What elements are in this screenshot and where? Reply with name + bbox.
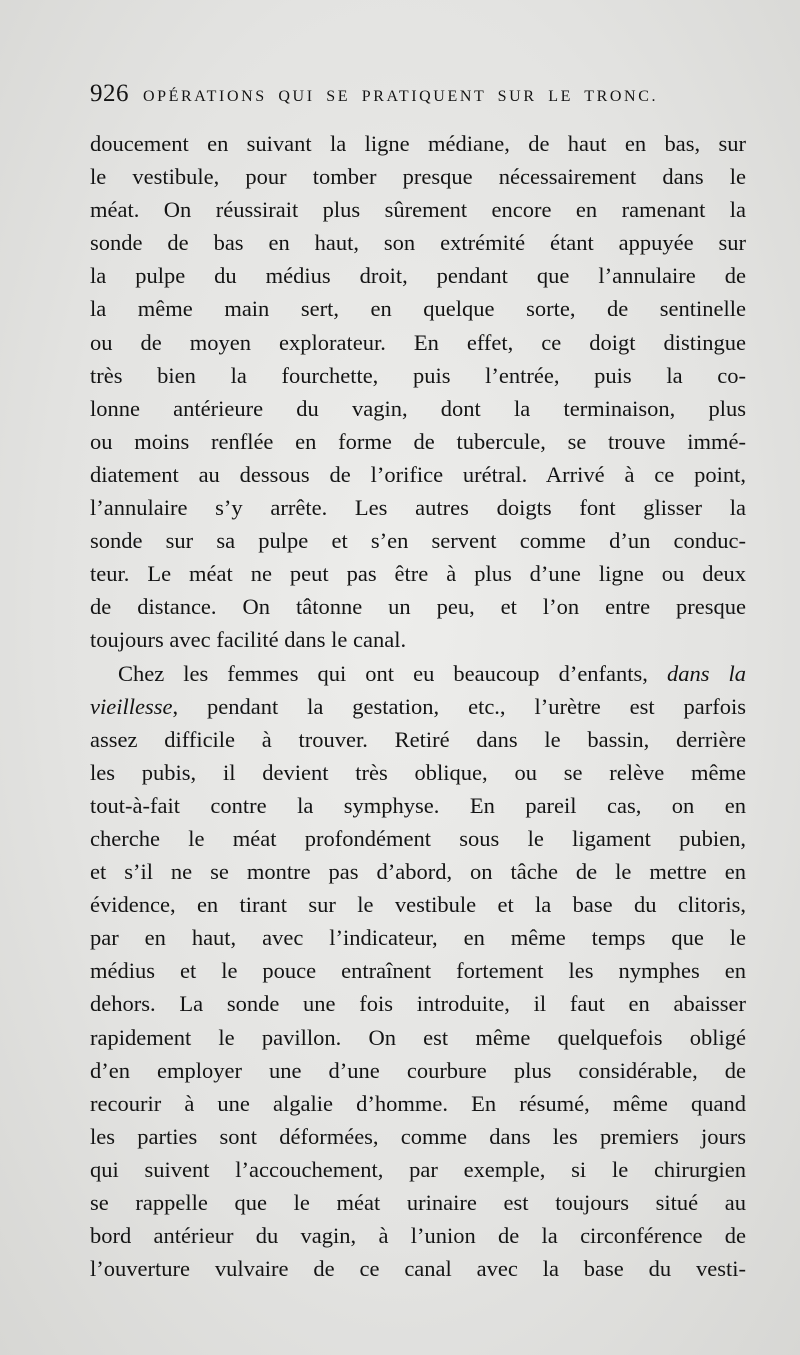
text-line: assez difficile à trouver. Retiré dans le bassin, derrière [90,726,746,752]
text-line: lonne antérieure du vagin, dont la terminaison, plus [90,395,746,421]
italic-text: vieillesse [90,693,173,719]
text-line: la pulpe du médius droit, pendant que l’annulaire de [90,263,746,289]
text-line: se rappelle que le méat urinaire est toujours situé au [90,1190,746,1215]
text-line: médius et le pouce entraînent fortement les nymphes en [90,958,746,984]
text-line: l’annulaire s’y arrête. Les autres doigts font glisser la [90,495,746,521]
paragraph-start-line [90,657,746,690]
running-head [90,80,745,116]
text-line: très bien la fourchette, puis l’entrée, puis la co- [90,362,746,388]
text-line: et s’il ne se montre pas d’abord, on tâche de le mettre en [90,859,746,885]
text-line: rapidement le pavillon. On est même quelquefois obligé [90,1024,746,1050]
page-number: 926 [90,80,129,107]
text-line: ou de moyen explorateur. En effet, ce doigt distingue [90,329,746,355]
paragraph-end-line: toujours avec facilité dans le canal. [90,627,407,653]
text-line: bord antérieur du vagin, à l’union de la circonférence de [90,1223,746,1249]
text-line: tout-à-fait contre la symphyse. En pareil cas, on en [90,792,746,818]
text-line: par en haut, avec l’indicateur, en même temps que le [90,925,746,951]
text-line: teur. Le méat ne peut pas être à plus d’une ligne ou deux [90,561,746,587]
text-line: la même main sert, en quelque sorte, de sentinelle [90,296,746,322]
italic-text: dans la [666,660,746,686]
text-line: cherche le méat profondément sous le ligament pubien, [90,825,746,851]
text-line: dehors. La sonde une fois introduite, il faut en abaisser [90,991,746,1017]
text-line: recourir à une algalie d’homme. En résumé, même quand [90,1090,746,1116]
text-line: sonde de bas en haut, son extrémité étant appuyée sur [90,230,746,256]
text-line: méat. On réussirait plus sûrement encore en ramenant la [90,197,746,223]
text-line: les pubis, il devient très oblique, ou se relève même [90,759,746,785]
text-line: doucement en suivant la ligne médiane, de haut en bas, sur [90,131,746,156]
text-line: le vestibule, pour tomber presque nécessairement dans le [90,164,746,190]
text-line: sonde sur sa pulpe et s’en servent comme d’un conduc- [90,528,746,554]
line-text: , pendant la gestation, etc., l’urètre est parfois [172,693,746,719]
running-title: OPÉRATIONS QUI SE PRATIQUENT SUR LE TRONC. [143,88,659,105]
text-line: ou moins renflée en forme de tubercule, se trouve immé- [90,428,746,454]
text-line: évidence, en tirant sur le vestibule et la base du clitoris, [90,892,746,918]
text-line: diatement au dessous de l’orifice urétral. Arrivé à ce point, [90,461,746,487]
text-line: d’en employer une d’une courbure plus considérable, de [90,1057,746,1083]
text-line: de distance. On tâtonne un peu, et l’on entre presque [90,594,746,620]
body-text [90,127,746,1285]
line-text: Chez les femmes qui ont eu beaucoup d’enfants, [118,660,667,686]
text-line: les parties sont déformées, comme dans les premiers jours [90,1123,746,1149]
text-line: l’ouverture vulvaire de ce canal avec la base du vesti- [90,1256,746,1282]
text-line [90,690,746,723]
text-line: qui suivent l’accouchement, par exemple, si le chirurgien [90,1156,746,1182]
